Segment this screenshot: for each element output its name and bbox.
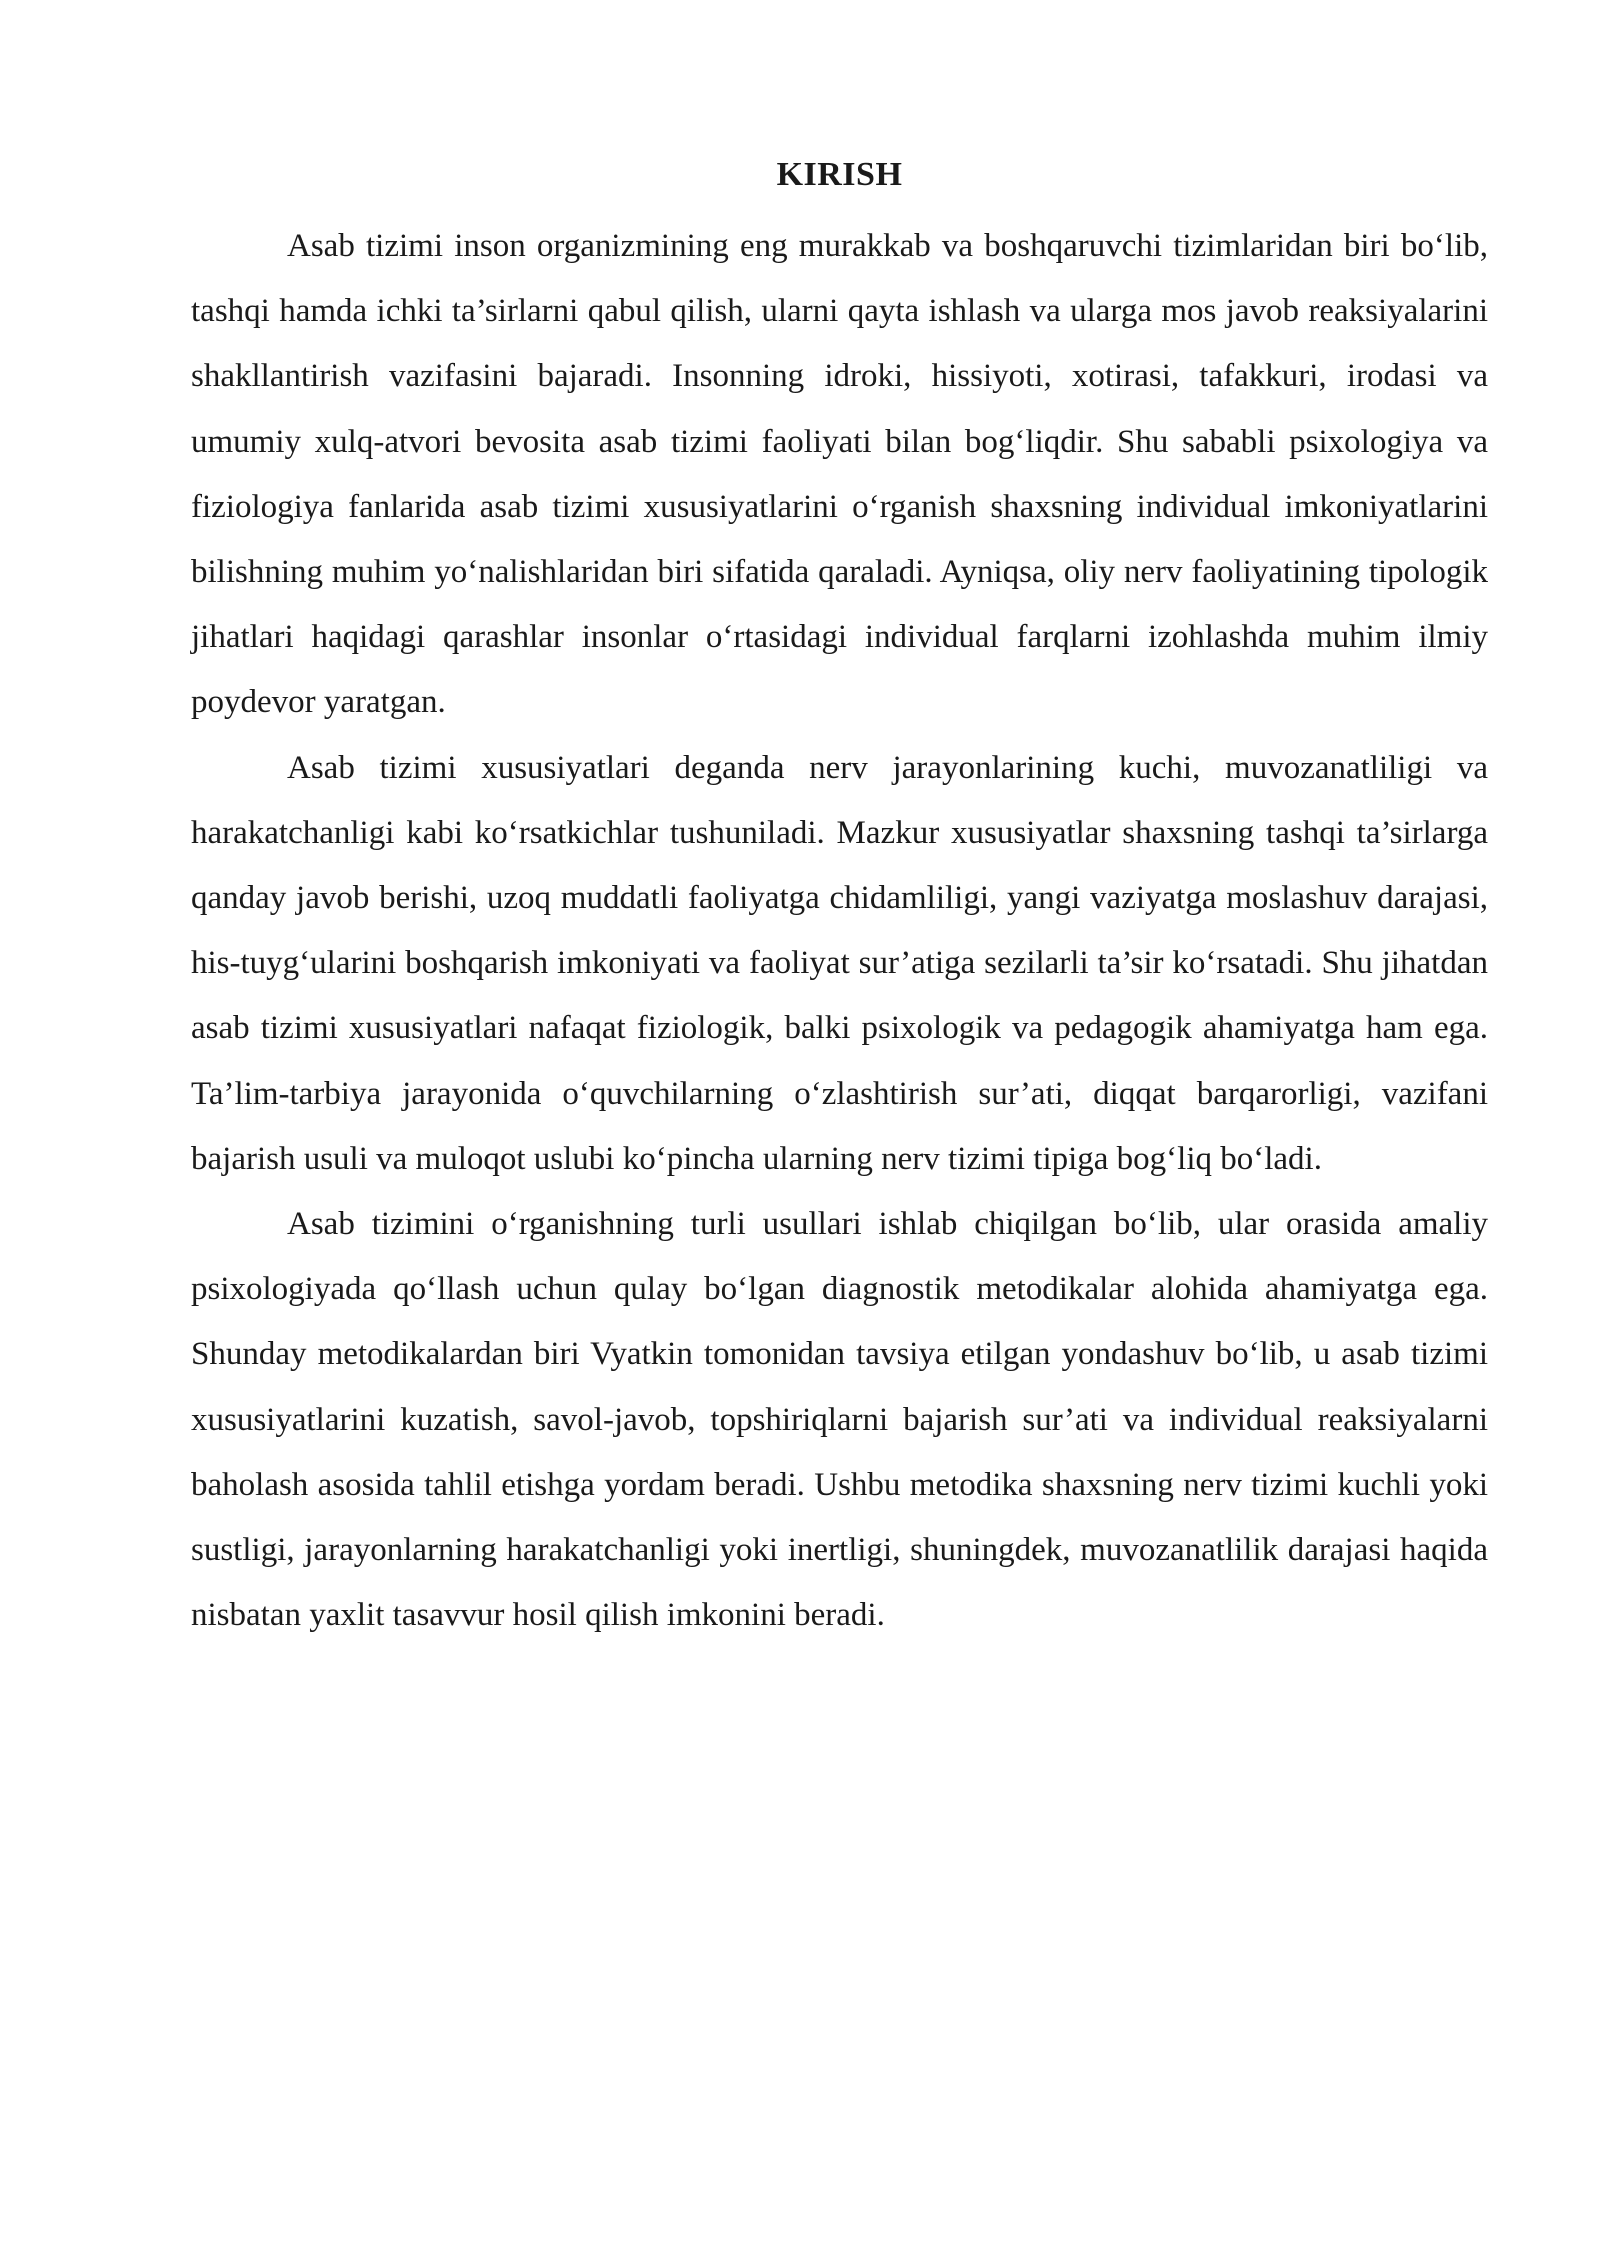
paragraph-3: Asab tizimini o‘rganishning turli usullari ishlab chiqilgan bo‘lib, ular orasida amaliy psixologiyada qo‘llash uchun qulay bo‘lgan diagnostik metodikalar alohida ahamiyatga ega. Shunday metodikalardan biri Vyatkin tomonidan tavsiya etilgan yondashuv bo‘lib, u asab tizimi xususiyatlarini kuzatish, savol-javob, topshiriqlarni bajarish sur’ati va individual reaksiyalarni baholash asosida tahlil etishga yordam beradi. Ushbu metodika shaxsning nerv tizimi kuchli yoki sustligi, jarayonlarning harakatchanligi yoki inertligi, shuningdek, muvozanatlilik darajasi haqida nisbatan yaxlit tasavvur hosil qilish imkonini beradi. (191, 1206, 1488, 1634)
section-title: KIRISH (776, 156, 903, 193)
paragraph-2: Asab tizimi xususiyatlari deganda nerv jarayonlarining kuchi, muvozanatliligi va harakatchanligi kabi ko‘rsatkichlar tushuniladi. Mazkur xususiyatlar shaxsning tashqi ta’sirlarga qanday javob berishi, uzoq muddatli faoliyatga chidamliligi, yangi vaziyatga moslashuv darajasi, his-tuyg‘ularini boshqarish imkoniyati va faoliyat sur’atiga sezilarli ta’sir ko‘rsatadi. Shu jihatdan asab tizimi xususiyatlari nafaqat fiziologik, balki psixologik va pedagogik ahamiyatga ham ega. Ta’lim-tarbiya jarayonida o‘quvchilarning o‘zlashtirish sur’ati, diqqat barqarorligi, vazifani bajarish usuli va muloqot uslubi ko‘pincha ularning nerv tizimi tipiga bog‘liq bo‘ladi. (191, 749, 1488, 1177)
paragraph-1: Asab tizimi inson organizmining eng murakkab va boshqaruvchi tizimlaridan biri bo‘lib, tashqi hamda ichki ta’sirlarni qabul qilish, ularni qayta ishlash va ularga mos javob reaksiyalarini shakllantirish vazifasini bajaradi. Insonning idroki, hissiyoti, xotirasi, tafakkuri, irodasi va umumiy xulq-atvori bevosita asab tizimi faoliyati bilan bog‘liqdir. Shu sababli psixologiya va fiziologiya fanlarida asab tizimi xususiyatlarini o‘rganish shaxsning individual imkoniyatlarini bilishning muhim yo‘nalishlaridan biri sifatida qaraladi. Ayniqsa, oliy nerv faoliyatining tipologik jihatlari haqidagi qarashlar insonlar o‘rtasidagi individual farqlarni izohlashda muhim ilmiy poydevor yaratgan. (191, 228, 1488, 721)
document-body (191, 150, 1488, 1648)
